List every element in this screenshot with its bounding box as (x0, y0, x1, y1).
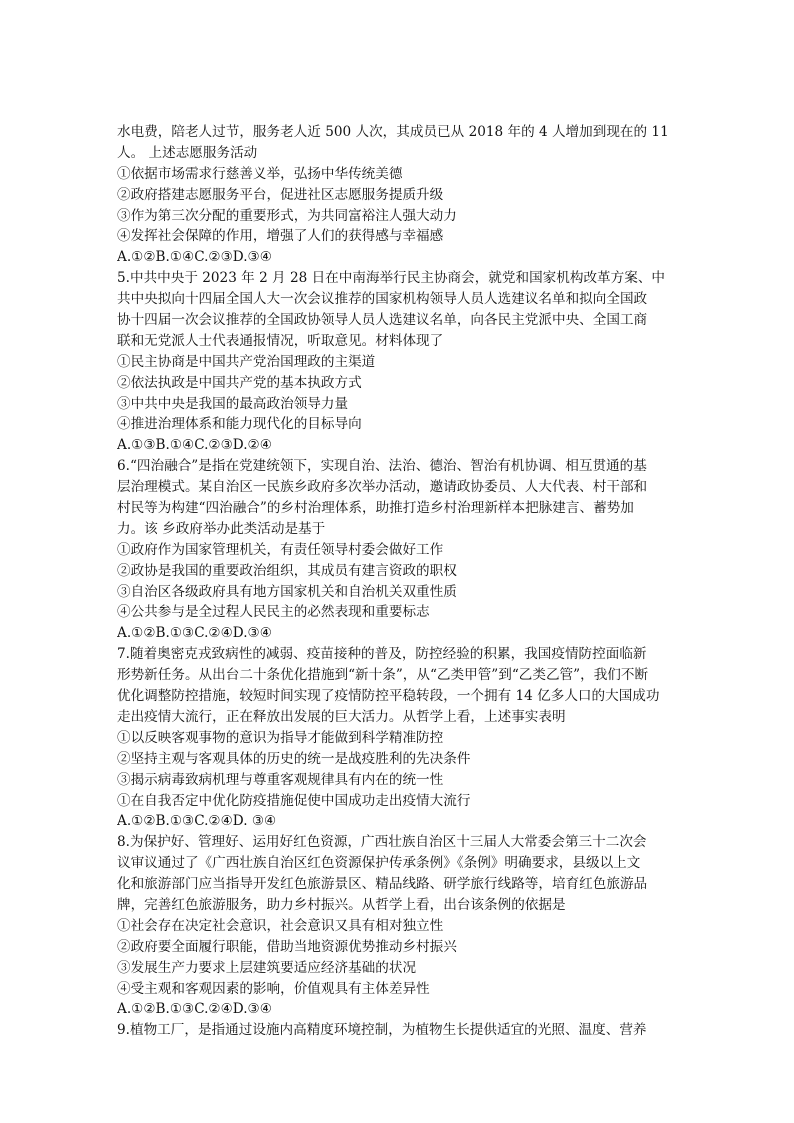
text-line: 化和旅游部门应当指导开发红色旅游景区、精品线路、研学旅行线路等，培育红色旅游品 (117, 876, 648, 893)
text-line: ③揭示病毒致病机理与尊重客观规律具有内在的统一性 (117, 771, 444, 788)
text-line: ③发展生产力要求上层建筑要适应经济基础的状况 (117, 959, 417, 976)
text-line: ①政府作为国家管理机关，有责任领导村委会做好工作 (117, 541, 444, 558)
text-line: ①以反映客观事物的意识为指导才能做到科学精准防控 (117, 729, 444, 746)
text-line: 形势新任务。从出台二十条优化措施到“新十条”，从“乙类甲管”到“乙类乙管”，我们不断 (117, 667, 649, 684)
text-line: ①依据市场需求行慈善义举，弘扬中华传统美德 (117, 165, 403, 182)
text-line: 优化调整防控措施，较短时间实现了疫情防控平稳转段，一个拥有 14 亿多人口的大国成功 (117, 688, 660, 705)
text-line: 水电费，陪老人过节，服务老人近 500 人次，其成员已从 2018 年的 4 人增加到现在的 11 (117, 124, 669, 140)
text-line: ②政府搭建志愿服务平台，促进社区志愿服务提质升级 (117, 186, 444, 203)
text-line: ①社会存在决定社会意识，社会意识又具有相对独立性 (117, 917, 444, 934)
text-line: 5.中共中央于 2023 年 2 月 28 日在中南海举行民主协商会，就党和国家机构改革方案、中 (117, 270, 666, 287)
text-line: 走出疫情大流行，正在释放出发展的巨大活力。从哲学上看，上述事实表明 (117, 708, 566, 725)
text-line: ④受主观和客观因素的影响，价值观具有主体差异性 (117, 980, 430, 997)
text-line: 共中央拟向十四届全国人大一次会议推荐的国家机构领导人员人选建议名单和拟向全国政 (117, 291, 648, 308)
text-line: ④发挥社会保障的作用，增强了人们的获得感与幸福感 (117, 228, 444, 245)
text-line: 议审议通过了《广西壮族自治区红色资源保护传承条例》《条例》明确要求，县级以上文 (117, 855, 641, 872)
text-line: 力。该 乡政府举办此类活动是基于 (117, 520, 326, 537)
text-line: 层治理模式。某自治区一民族乡政府多次举办活动，邀请政协委员、人大代表、村干部和 (117, 479, 648, 496)
text-line: ②依法执政是中国共产党的基本执政方式 (117, 374, 362, 391)
text-line: A.①③B.①④C.②③D.②④ (117, 437, 272, 454)
text-line: ③作为第三次分配的重要形式，为共同富裕注人强大动力 (117, 207, 457, 224)
text-line: A.①②B.①③C.②④D.③④ (117, 625, 272, 642)
text-line: ③自治区各级政府具有地方国家机关和自治机关双重性质 (117, 583, 457, 600)
text-line: 人。 上述志愿服务活动 (117, 144, 258, 161)
text-line: 牌，完善红色旅游服务，助力乡村振兴。从哲学上看，出台该条例的依据是 (117, 896, 566, 913)
text-line: ①民主协商是中国共产党治国理政的主渠道 (117, 353, 376, 370)
text-line: A.①②B.①③C.②④D. ③④ (117, 813, 277, 830)
text-line: ④公共参与是全过程人民民主的必然表现和重要标志 (117, 604, 430, 621)
text-line: ②政协是我国的重要政治组织，其成员有建言资政的职权 (117, 562, 457, 579)
text-line: 7.随着奥密克戎致病性的减弱、疫苗接种的普及，防控经验的积累，我国疫情防控面临新 (117, 646, 647, 663)
text-line: 村民等为构建“四治融合”的乡村治理体系，助推打造乡村治理新样本把脉建言、蓄势加 (117, 500, 634, 517)
text-line: ①在自我否定中优化防疫措施促使中国成功走出疫情大流行 (117, 792, 471, 809)
text-line: 8.为保护好、管理好、运用好红色资源，广西壮族自治区十三届人大常委会第三十二次会 (117, 834, 647, 851)
text-line: ②坚持主观与客观具体的历史的统一是战疫胜利的先决条件 (117, 750, 471, 767)
text-line: A.①②B.①④C.②③D.③④ (117, 249, 272, 266)
text-line: 9.植物工厂，是指通过设施内高精度环境控制，为植物生长提供适宜的光照、温度、营养 (117, 1022, 647, 1039)
text-line: A.①②B.①③C.②④D.③④ (117, 1001, 272, 1018)
text-line: 6.“四治融合”是指在党建统领下，实现自治、法治、德治、智治有机协调、相互贯通的基 (117, 458, 647, 475)
text-line: 联和无党派人士代表通报情况，听取意见。材料体现了 (117, 332, 444, 349)
text-line: ④推进治理体系和能力现代化的目标导向 (117, 416, 362, 433)
question-text-block (117, 122, 677, 1041)
text-line: 协十四届一次会议推荐的全国政协领导人员人选建议名单，向各民主党派中央、全国工商 (117, 312, 648, 329)
text-line: ③中共中央是我国的最高政治领导力量 (117, 395, 349, 412)
text-line: ②政府要全面履行职能，借助当地资源优势推动乡村振兴 (117, 938, 457, 955)
